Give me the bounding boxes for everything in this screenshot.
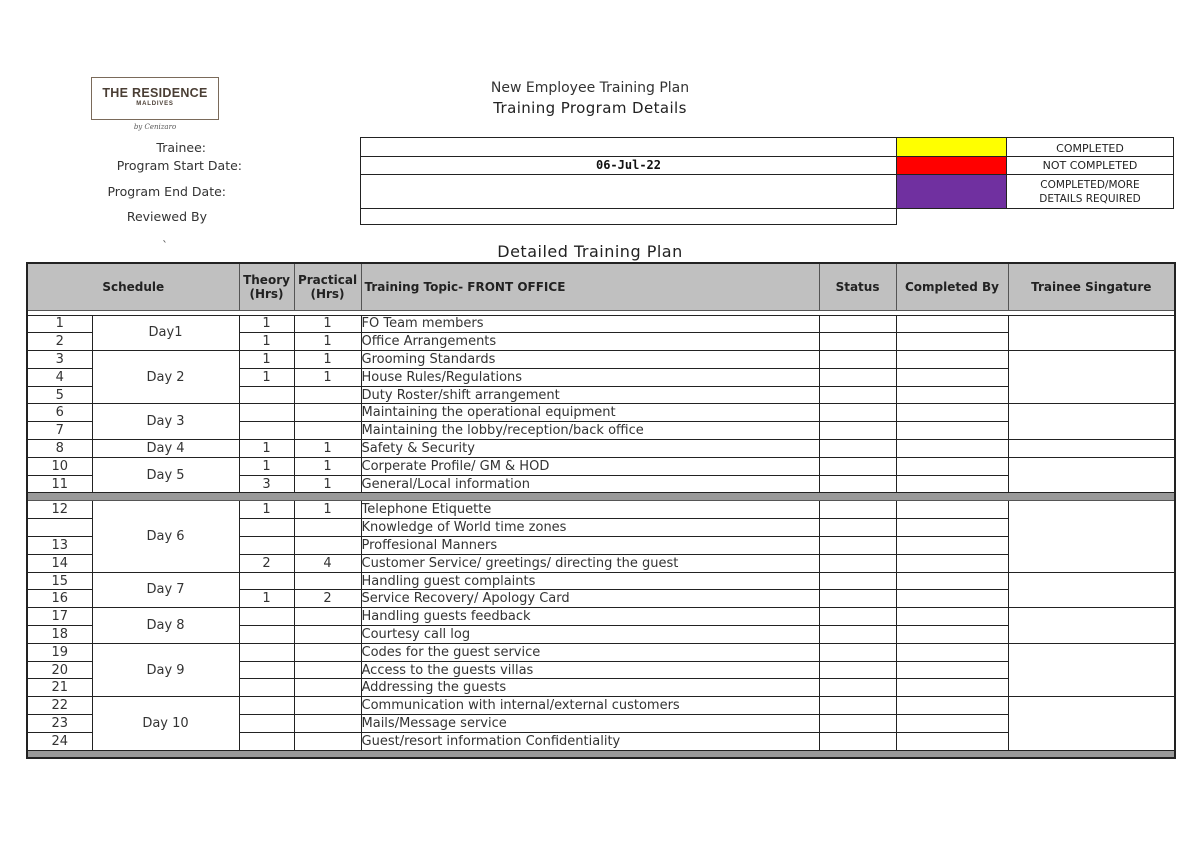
status-cell[interactable] bbox=[819, 626, 896, 644]
status-cell[interactable] bbox=[819, 440, 896, 458]
practical-cell bbox=[294, 679, 361, 697]
topic-cell: Knowledge of World time zones bbox=[361, 519, 819, 537]
signature-cell[interactable] bbox=[1008, 572, 1175, 608]
topic-cell: Duty Roster/shift arrangement bbox=[361, 386, 819, 404]
table-row bbox=[27, 501, 1175, 519]
status-cell[interactable] bbox=[819, 457, 896, 475]
table-row bbox=[27, 608, 1175, 626]
row-number: 3 bbox=[27, 351, 92, 369]
theory-cell bbox=[239, 422, 294, 440]
theory-cell bbox=[239, 661, 294, 679]
status-cell[interactable] bbox=[819, 661, 896, 679]
practical-cell: 1 bbox=[294, 440, 361, 458]
practical-cell bbox=[294, 661, 361, 679]
practical-cell bbox=[294, 732, 361, 750]
completed-by-cell[interactable] bbox=[896, 679, 1008, 697]
completed-by-cell[interactable] bbox=[896, 608, 1008, 626]
row-number: 10 bbox=[27, 457, 92, 475]
row-number: 22 bbox=[27, 697, 92, 715]
completed-by-cell[interactable] bbox=[896, 626, 1008, 644]
practical-cell: 1 bbox=[294, 368, 361, 386]
completed-by-cell[interactable] bbox=[896, 315, 1008, 333]
reviewed-by-label: Reviewed By bbox=[126, 209, 207, 224]
day-cell: Day 10 bbox=[92, 697, 239, 750]
legend-label-completed: COMPLETED bbox=[1006, 137, 1174, 157]
practical-cell bbox=[294, 626, 361, 644]
completed-by-cell[interactable] bbox=[896, 554, 1008, 572]
topic-cell: Corperate Profile/ GM & HOD bbox=[361, 457, 819, 475]
topic-cell: Communication with internal/external customers bbox=[361, 697, 819, 715]
status-cell[interactable] bbox=[819, 501, 896, 519]
status-cell[interactable] bbox=[819, 422, 896, 440]
completed-by-cell[interactable] bbox=[896, 661, 1008, 679]
practical-cell bbox=[294, 537, 361, 555]
theory-cell: 3 bbox=[239, 475, 294, 493]
signature-cell[interactable] bbox=[1008, 501, 1175, 572]
practical-cell bbox=[294, 386, 361, 404]
topic-cell: Courtesy call log bbox=[361, 626, 819, 644]
plan-title: Detailed Training Plan bbox=[497, 242, 683, 261]
col-header-topic: Training Topic- FRONT OFFICE bbox=[361, 263, 819, 310]
topic-cell: FO Team members bbox=[361, 315, 819, 333]
practical-cell bbox=[294, 608, 361, 626]
legend-swatch-not-completed bbox=[896, 156, 1007, 175]
row-number: 20 bbox=[27, 661, 92, 679]
row-number: 18 bbox=[27, 626, 92, 644]
signature-cell[interactable] bbox=[1008, 440, 1175, 458]
day-cell: Day 9 bbox=[92, 643, 239, 696]
completed-by-cell[interactable] bbox=[896, 422, 1008, 440]
practical-cell: 1 bbox=[294, 457, 361, 475]
practical-cell bbox=[294, 643, 361, 661]
logo-line-1: THE RESIDENCE bbox=[102, 86, 208, 100]
practical-cell bbox=[294, 404, 361, 422]
row-number: 14 bbox=[27, 554, 92, 572]
practical-cell: 1 bbox=[294, 475, 361, 493]
row-number: 8 bbox=[27, 440, 92, 458]
row-number: 5 bbox=[27, 386, 92, 404]
day-cell: Day 2 bbox=[92, 351, 239, 404]
topic-cell: Telephone Etiquette bbox=[361, 501, 819, 519]
status-cell[interactable] bbox=[819, 315, 896, 333]
logo-line-2: MALDIVES bbox=[136, 101, 174, 107]
completed-by-cell[interactable] bbox=[896, 475, 1008, 493]
practical-cell bbox=[294, 422, 361, 440]
status-cell[interactable] bbox=[819, 590, 896, 608]
table-row bbox=[27, 572, 1175, 590]
status-cell[interactable] bbox=[819, 715, 896, 733]
legend-swatch-more-details bbox=[896, 174, 1007, 209]
theory-cell bbox=[239, 732, 294, 750]
row-number: 24 bbox=[27, 732, 92, 750]
table-row bbox=[27, 315, 1175, 333]
row-number: 13 bbox=[27, 537, 92, 555]
signature-cell[interactable] bbox=[1008, 315, 1175, 351]
document-title: New Employee Training Plan bbox=[490, 80, 690, 96]
row-number: 6 bbox=[27, 404, 92, 422]
start-date-value: 06-Jul-22 bbox=[595, 158, 662, 172]
topic-cell: Handling guests feedback bbox=[361, 608, 819, 626]
signature-cell[interactable] bbox=[1008, 351, 1175, 404]
trainee-field[interactable] bbox=[360, 137, 897, 157]
day-cell: Day 5 bbox=[92, 457, 239, 493]
theory-cell bbox=[239, 386, 294, 404]
section-separator bbox=[27, 750, 1175, 758]
status-cell[interactable] bbox=[819, 519, 896, 537]
topic-cell: House Rules/Regulations bbox=[361, 368, 819, 386]
practical-cell: 2 bbox=[294, 590, 361, 608]
row-number: 12 bbox=[27, 501, 92, 519]
completed-by-cell[interactable] bbox=[896, 572, 1008, 590]
day-cell: Day 3 bbox=[92, 404, 239, 440]
status-cell[interactable] bbox=[819, 537, 896, 555]
completed-by-cell[interactable] bbox=[896, 732, 1008, 750]
col-header-signature: Trainee Singature bbox=[1008, 263, 1175, 310]
signature-cell[interactable] bbox=[1008, 404, 1175, 440]
practical-cell: 1 bbox=[294, 501, 361, 519]
col-header-theory: Theory (Hrs) bbox=[239, 263, 294, 310]
theory-cell: 1 bbox=[239, 440, 294, 458]
completed-by-cell[interactable] bbox=[896, 386, 1008, 404]
status-cell[interactable] bbox=[819, 572, 896, 590]
status-cell[interactable] bbox=[819, 697, 896, 715]
row-number: 23 bbox=[27, 715, 92, 733]
theory-cell bbox=[239, 643, 294, 661]
row-number: 2 bbox=[27, 333, 92, 351]
completed-by-cell[interactable] bbox=[896, 368, 1008, 386]
table-row bbox=[27, 457, 1175, 475]
topic-cell: Proffesional Manners bbox=[361, 537, 819, 555]
day-cell: Day 8 bbox=[92, 608, 239, 644]
col-header-status: Status bbox=[819, 263, 896, 310]
row-number: 16 bbox=[27, 590, 92, 608]
table-header-row bbox=[27, 263, 1175, 310]
topic-cell: Maintaining the operational equipment bbox=[361, 404, 819, 422]
status-cell[interactable] bbox=[819, 679, 896, 697]
practical-cell: 1 bbox=[294, 351, 361, 369]
completed-by-cell[interactable] bbox=[896, 501, 1008, 519]
row-number: 21 bbox=[27, 679, 92, 697]
legend-label-not-completed: NOT COMPLETED bbox=[1006, 156, 1174, 175]
topic-cell: Service Recovery/ Apology Card bbox=[361, 590, 819, 608]
reviewed-by-field[interactable] bbox=[360, 208, 897, 225]
theory-cell: 1 bbox=[239, 590, 294, 608]
theory-cell: 1 bbox=[239, 501, 294, 519]
theory-cell: 2 bbox=[239, 554, 294, 572]
signature-cell[interactable] bbox=[1008, 457, 1175, 493]
theory-cell: 1 bbox=[239, 457, 294, 475]
practical-cell bbox=[294, 715, 361, 733]
practical-cell bbox=[294, 519, 361, 537]
status-cell[interactable] bbox=[819, 386, 896, 404]
completed-by-cell[interactable] bbox=[896, 715, 1008, 733]
status-cell[interactable] bbox=[819, 475, 896, 493]
row-number: 4 bbox=[27, 368, 92, 386]
status-cell[interactable] bbox=[819, 333, 896, 351]
start-date-label: Program Start Date: bbox=[116, 158, 242, 173]
topic-cell: Maintaining the lobby/reception/back office bbox=[361, 422, 819, 440]
table-row bbox=[27, 697, 1175, 715]
topic-cell: Addressing the guests bbox=[361, 679, 819, 697]
trainee-label: Trainee: bbox=[156, 140, 206, 155]
company-logo bbox=[91, 77, 219, 120]
topic-cell: General/Local information bbox=[361, 475, 819, 493]
topic-cell: Access to the guests villas bbox=[361, 661, 819, 679]
status-cell[interactable] bbox=[819, 554, 896, 572]
topic-cell: Mails/Message service bbox=[361, 715, 819, 733]
theory-cell bbox=[239, 715, 294, 733]
practical-cell: 1 bbox=[294, 333, 361, 351]
stray-mark: ` bbox=[162, 239, 168, 253]
topic-cell: Guest/resort information Confidentiality bbox=[361, 732, 819, 750]
end-date-label: Program End Date: bbox=[107, 184, 226, 199]
legend-label-more-details: COMPLETED/MORE DETAILS REQUIRED bbox=[1006, 174, 1174, 209]
section-separator bbox=[27, 493, 1175, 501]
logo-byline: by Cenizaro bbox=[133, 123, 177, 131]
signature-cell[interactable] bbox=[1008, 608, 1175, 644]
completed-by-cell[interactable] bbox=[896, 643, 1008, 661]
completed-by-cell[interactable] bbox=[896, 457, 1008, 475]
theory-cell bbox=[239, 572, 294, 590]
status-cell[interactable] bbox=[819, 368, 896, 386]
legend-swatch-completed bbox=[896, 137, 1007, 157]
signature-cell[interactable] bbox=[1008, 697, 1175, 750]
practical-cell bbox=[294, 697, 361, 715]
completed-by-cell[interactable] bbox=[896, 590, 1008, 608]
completed-by-cell[interactable] bbox=[896, 519, 1008, 537]
table-row bbox=[27, 351, 1175, 369]
theory-cell bbox=[239, 537, 294, 555]
theory-cell bbox=[239, 404, 294, 422]
col-header-practical: Practical (Hrs) bbox=[294, 263, 361, 310]
row-number: 7 bbox=[27, 422, 92, 440]
row-number bbox=[27, 519, 92, 537]
theory-cell bbox=[239, 608, 294, 626]
col-header-completed-by: Completed By bbox=[896, 263, 1008, 310]
theory-cell bbox=[239, 697, 294, 715]
row-number: 19 bbox=[27, 643, 92, 661]
topic-cell: Office Arrangements bbox=[361, 333, 819, 351]
document-subtitle: Training Program Details bbox=[493, 99, 687, 117]
topic-cell: Customer Service/ greetings/ directing the guest bbox=[361, 554, 819, 572]
completed-by-cell[interactable] bbox=[896, 537, 1008, 555]
completed-by-cell[interactable] bbox=[896, 697, 1008, 715]
table-row bbox=[27, 404, 1175, 422]
day-cell: Day 7 bbox=[92, 572, 239, 608]
row-number: 17 bbox=[27, 608, 92, 626]
theory-cell: 1 bbox=[239, 368, 294, 386]
training-plan-table bbox=[26, 262, 1176, 759]
row-number: 15 bbox=[27, 572, 92, 590]
topic-cell: Grooming Standards bbox=[361, 351, 819, 369]
completed-by-cell[interactable] bbox=[896, 404, 1008, 422]
topic-cell: Handling guest complaints bbox=[361, 572, 819, 590]
theory-cell: 1 bbox=[239, 315, 294, 333]
topic-cell: Codes for the guest service bbox=[361, 643, 819, 661]
practical-cell: 1 bbox=[294, 315, 361, 333]
theory-cell bbox=[239, 626, 294, 644]
day-cell: Day 4 bbox=[92, 440, 239, 458]
theory-cell: 1 bbox=[239, 333, 294, 351]
table-row bbox=[27, 643, 1175, 661]
topic-cell: Safety & Security bbox=[361, 440, 819, 458]
completed-by-cell[interactable] bbox=[896, 351, 1008, 369]
row-number: 11 bbox=[27, 475, 92, 493]
status-cell[interactable] bbox=[819, 404, 896, 422]
theory-cell bbox=[239, 519, 294, 537]
status-cell[interactable] bbox=[819, 732, 896, 750]
table-row bbox=[27, 440, 1175, 458]
practical-cell: 4 bbox=[294, 554, 361, 572]
day-cell: Day1 bbox=[92, 315, 239, 351]
theory-cell: 1 bbox=[239, 351, 294, 369]
status-cell[interactable] bbox=[819, 351, 896, 369]
theory-cell bbox=[239, 679, 294, 697]
completed-by-cell[interactable] bbox=[896, 333, 1008, 351]
signature-cell[interactable] bbox=[1008, 643, 1175, 696]
practical-cell bbox=[294, 572, 361, 590]
day-cell: Day 6 bbox=[92, 501, 239, 572]
status-cell[interactable] bbox=[819, 643, 896, 661]
row-number: 1 bbox=[27, 315, 92, 333]
col-header-schedule: Schedule bbox=[27, 263, 239, 310]
completed-by-cell[interactable] bbox=[896, 440, 1008, 458]
start-date-field[interactable] bbox=[360, 156, 897, 175]
end-date-field[interactable] bbox=[360, 174, 897, 209]
status-cell[interactable] bbox=[819, 608, 896, 626]
